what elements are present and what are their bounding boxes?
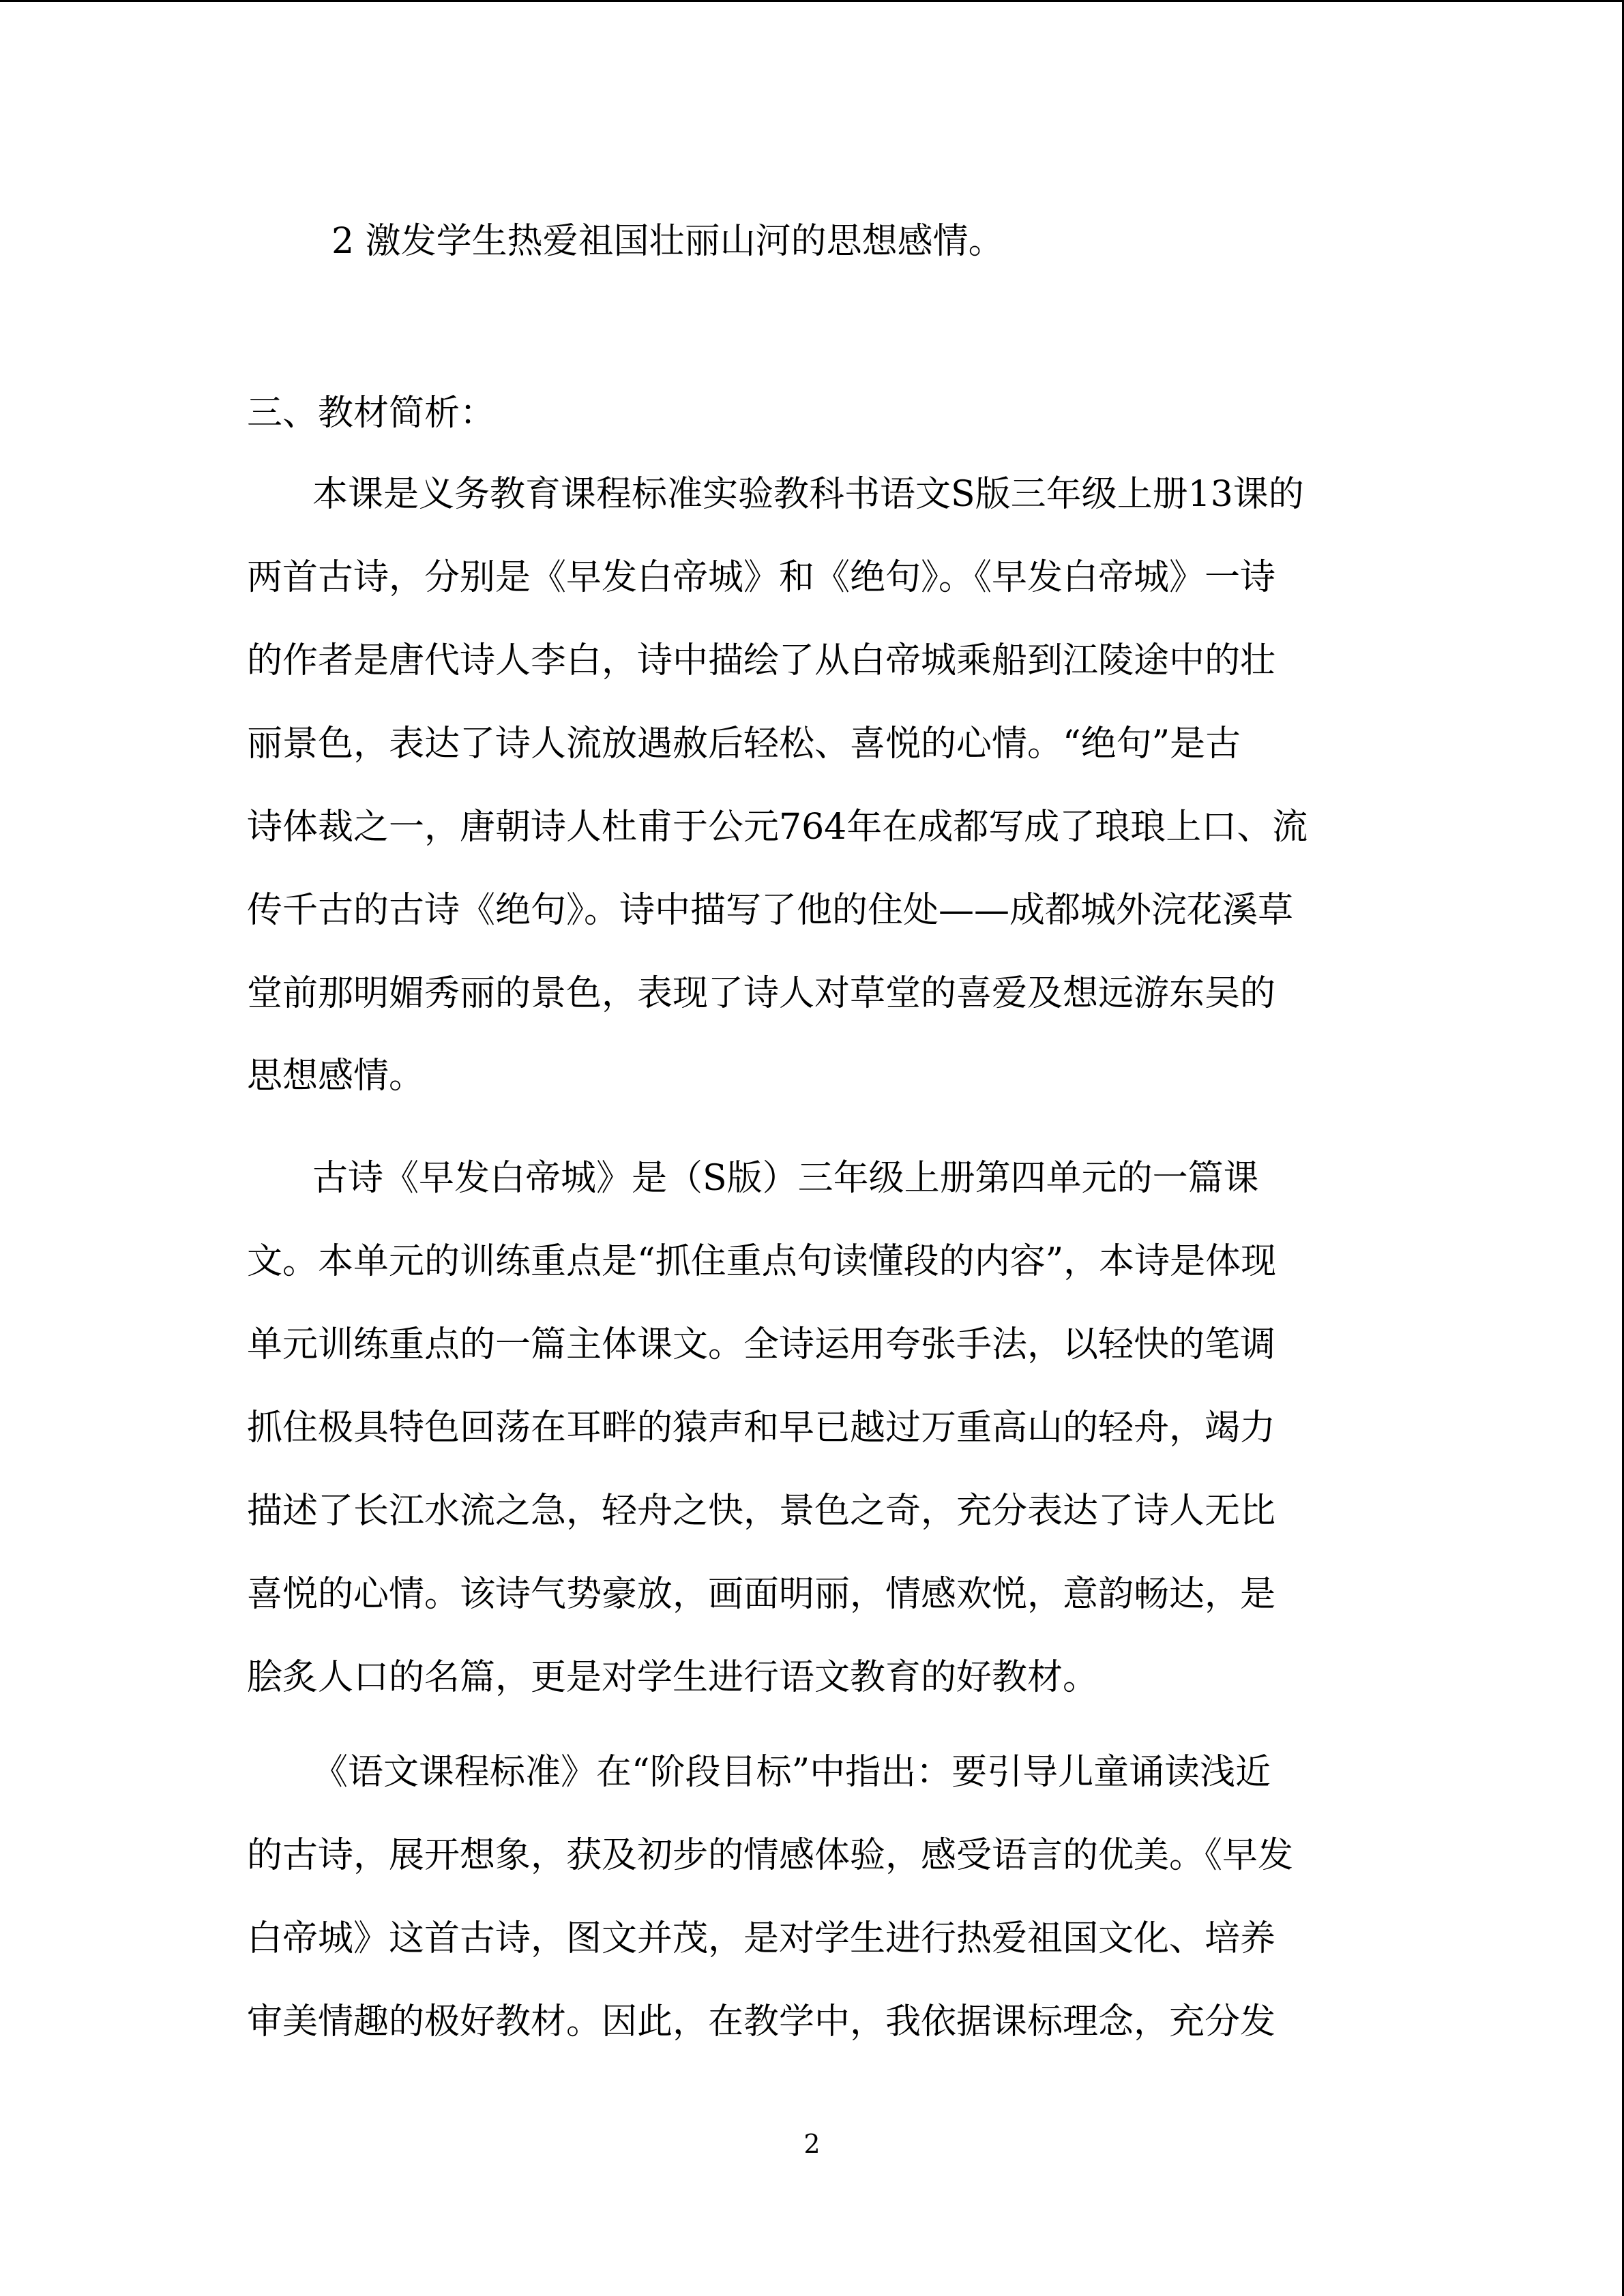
page-number: 2 [803, 2129, 821, 2159]
paragraph-line: 审美情趣的极好教材。因此，在教学中，我依据课标理念，充分发 [247, 2001, 1276, 2042]
paragraph-line: 《语文课程标准》在“阶段目标”中指出：要引导儿童诵读浅近 [312, 1752, 1271, 1793]
paragraph-line: 两首古诗，分别是《早发白帝城》和《绝句》。《早发白帝城》一诗 [247, 557, 1276, 598]
paragraph-line: 思想感情。 [247, 1056, 425, 1097]
paragraph-line: 白帝城》这首古诗，图文并茂，是对学生进行热爱祖国文化、培养 [247, 1918, 1276, 1959]
paragraph-line: 传千古的古诗《绝句》。诗中描写了他的住处——成都城外浣花溪草 [247, 890, 1294, 931]
paragraph-line: 的古诗，展开想象，获及初步的情感体验，感受语言的优美。《早发 [247, 1835, 1294, 1876]
section-heading: 三、教材简析： [247, 393, 496, 434]
paragraph-line: 文。本单元的训练重点是“抓住重点句读懂段的内容”，本诗是体现 [247, 1241, 1277, 1282]
objective-line: 2 激发学生热爱祖国壮丽山河的思想感情。 [331, 221, 1004, 262]
paragraph-line: 单元训练重点的一篇主体课文。全诗运用夸张手法，以轻快的笔调 [247, 1324, 1276, 1365]
paragraph-line: 诗体裁之一，唐朝诗人杜甫于公元764年在成都写成了琅琅上口、流 [247, 807, 1308, 848]
paragraph-line: 古诗《早发白帝城》是（S版）三年级上册第四单元的一篇课 [312, 1158, 1259, 1199]
paragraph-line: 本课是义务教育课程标准实验教科书语文S版三年级上册13课的 [312, 474, 1304, 515]
paragraph-line: 脍炙人口的名篇，更是对学生进行语文教育的好教材。 [247, 1657, 1099, 1698]
paragraph-line: 抓住极具特色回荡在耳畔的猿声和早已越过万重高山的轻舟，竭力 [247, 1407, 1276, 1448]
paragraph-line: 的作者是唐代诗人李白，诗中描绘了从白帝城乘船到江陵途中的壮 [247, 640, 1276, 681]
paragraph-line: 堂前那明媚秀丽的景色，表现了诗人对草堂的喜爱及想远游东吴的 [247, 973, 1276, 1014]
paragraph-line: 丽景色，表达了诗人流放遇赦后轻松、喜悦的心情。“绝句”是古 [247, 724, 1241, 764]
paragraph-line: 描述了长江水流之急，轻舟之快，景色之奇，充分表达了诗人无比 [247, 1491, 1276, 1532]
paragraph-line: 喜悦的心情。该诗气势豪放，画面明丽，情感欢悦，意韵畅达，是 [247, 1574, 1276, 1615]
